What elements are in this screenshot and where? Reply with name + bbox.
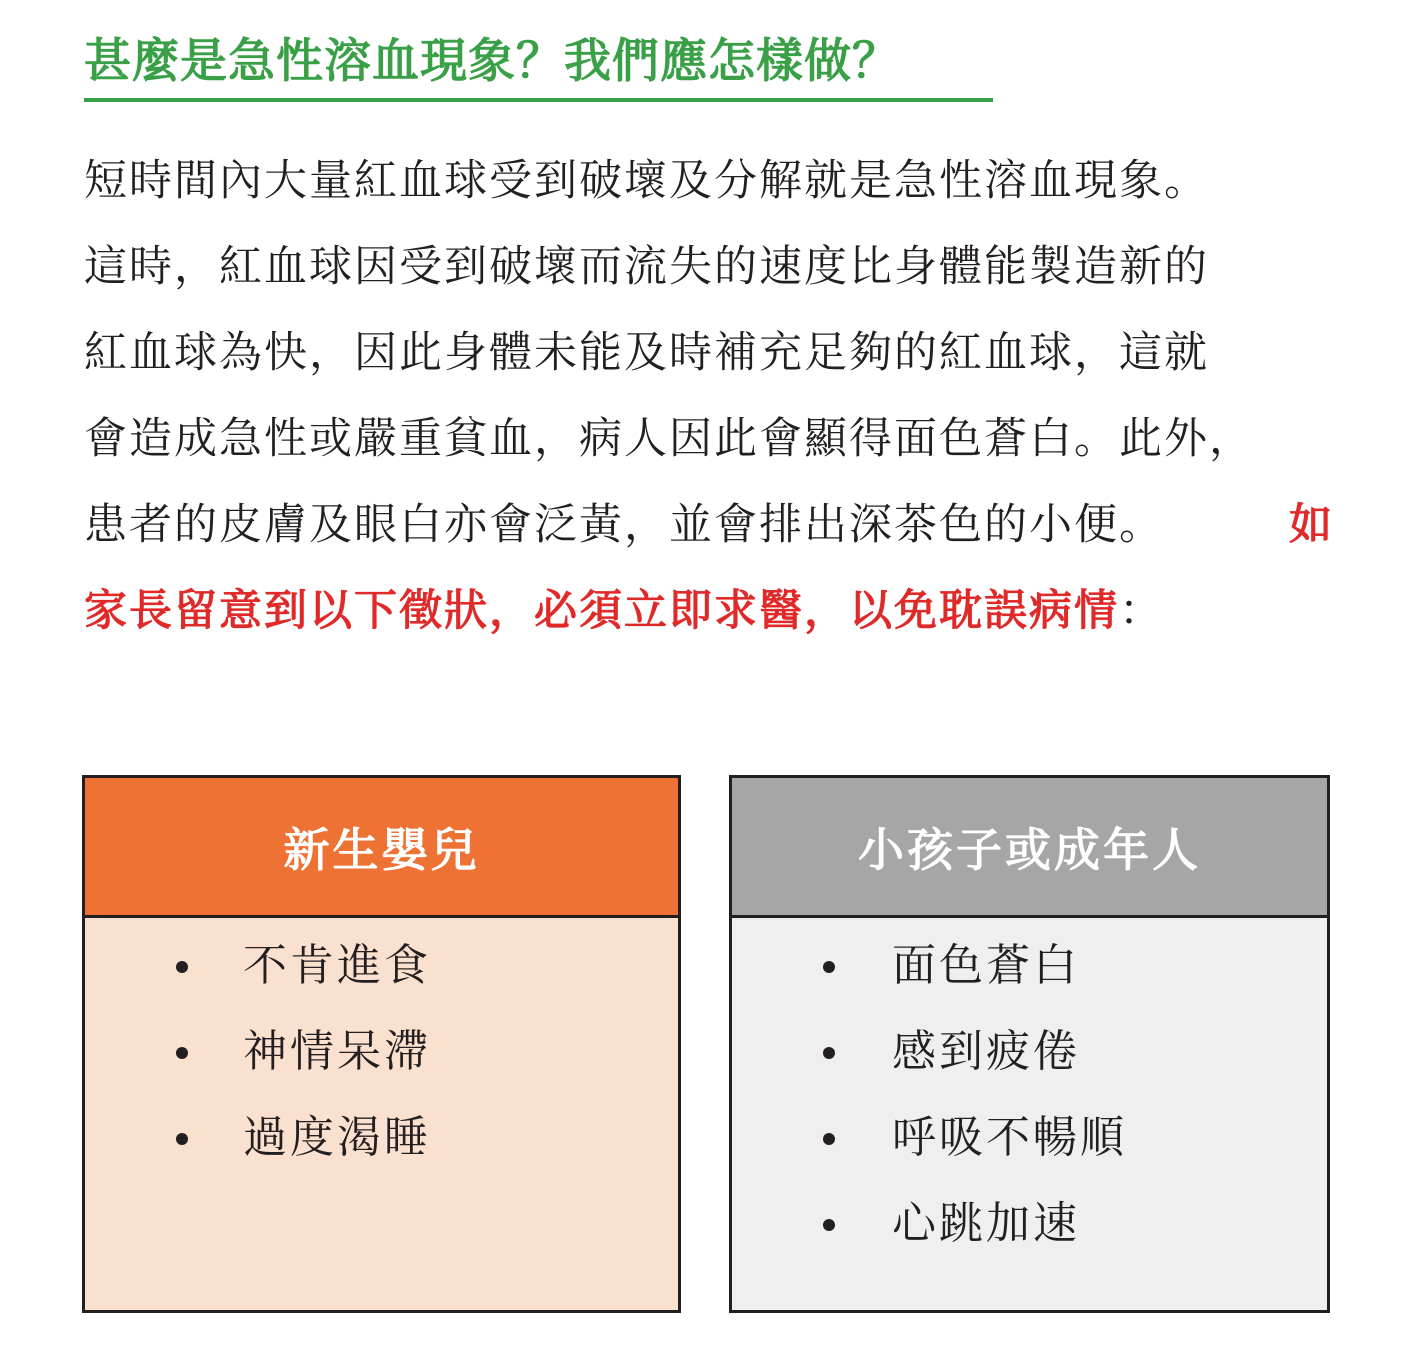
list-item xyxy=(732,1181,1327,1267)
symptom-text: 不肯進食 xyxy=(243,940,431,991)
list-item xyxy=(732,1009,1327,1095)
warning-start: 如 xyxy=(1289,500,1334,550)
symptom-text: 神情呆滯 xyxy=(243,1026,431,1077)
description-paragraph xyxy=(84,138,1334,654)
bullet-icon xyxy=(176,961,188,973)
paragraph-line: 紅血球為快，因此身體未能及時補充足夠的紅血球，這就 xyxy=(84,328,1209,378)
paragraph-line: 會造成急性或嚴重貧血，病人因此會顯得面色蒼白。此外， xyxy=(84,414,1254,464)
title-underline xyxy=(84,30,993,102)
list-item xyxy=(85,1009,678,1095)
child-adult-symptoms-box xyxy=(729,775,1330,1313)
page-title: 甚麼是急性溶血現象？我們應怎樣做？ xyxy=(84,34,900,89)
newborn-symptoms-box xyxy=(82,775,681,1313)
symptom-text: 心跳加速 xyxy=(892,1198,1080,1249)
symptom-text: 感到疲倦 xyxy=(892,1026,1080,1077)
list-item xyxy=(732,923,1327,1009)
symptom-text: 面色蒼白 xyxy=(892,940,1080,991)
symptom-text: 呼吸不暢順 xyxy=(892,1112,1127,1163)
warning-text: 家長留意到以下徵狀，必須立即求醫，以免耽誤病情 xyxy=(84,586,1119,636)
list-item xyxy=(85,923,678,1009)
bullet-icon xyxy=(823,961,835,973)
warning-line xyxy=(84,568,1334,654)
child-adult-symptom-list xyxy=(732,918,1327,1267)
bullet-icon xyxy=(176,1133,188,1145)
newborn-header: 新生嬰兒 xyxy=(85,778,678,918)
child-adult-header: 小孩子或成年人 xyxy=(732,778,1327,918)
paragraph-line: 患者的皮膚及眼白亦會泛黃，並會排出深茶色的小便。 xyxy=(84,500,1164,550)
bullet-icon xyxy=(823,1047,835,1059)
symptom-text: 過度渴睡 xyxy=(243,1112,431,1163)
newborn-symptom-list xyxy=(85,918,678,1181)
warning-colon: ： xyxy=(1119,586,1164,636)
bullet-icon xyxy=(823,1133,835,1145)
paragraph-line: 這時，紅血球因受到破壞而流失的速度比身體能製造新的 xyxy=(84,242,1209,292)
paragraph-line-with-warning xyxy=(84,482,1334,568)
list-item xyxy=(85,1095,678,1181)
paragraph-line: 短時間內大量紅血球受到破壞及分解就是急性溶血現象。 xyxy=(84,156,1209,206)
bullet-icon xyxy=(823,1219,835,1231)
list-item xyxy=(732,1095,1327,1181)
bullet-icon xyxy=(176,1047,188,1059)
